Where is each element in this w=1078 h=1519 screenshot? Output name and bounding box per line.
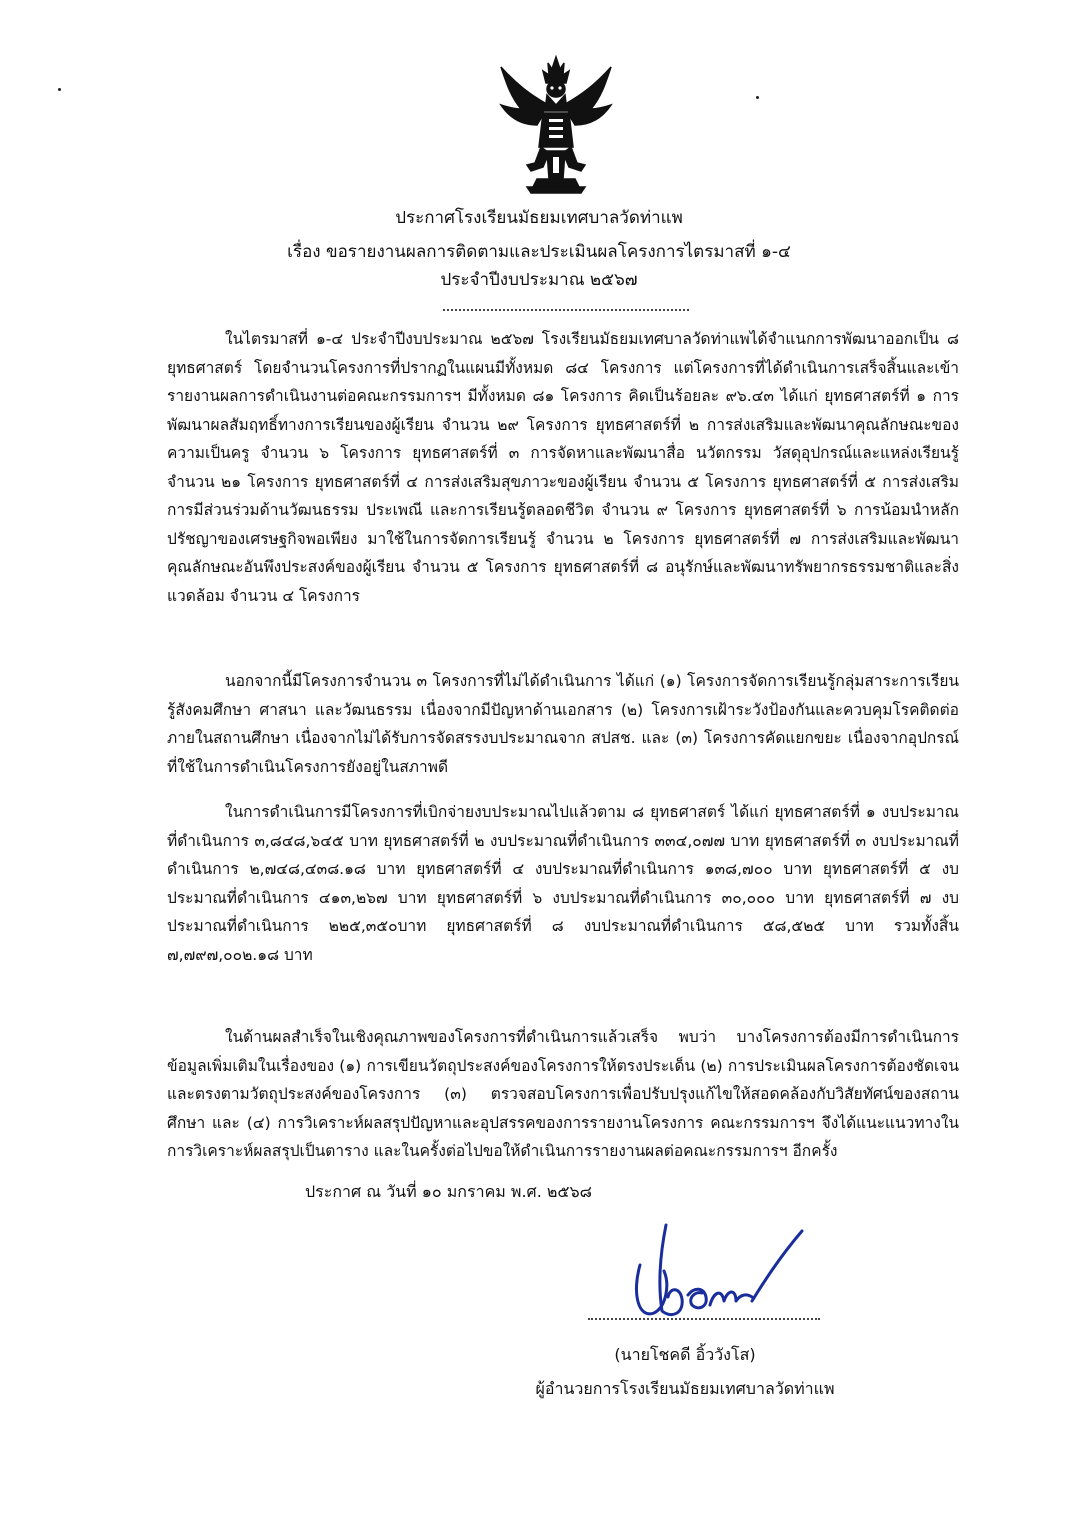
scan-speck [756, 96, 759, 99]
paragraph-unimplemented-projects: นอกจากนี้มีโครงการจำนวน ๓ โครงการที่ไม่ได้ดำเนินการ ได้แก่ (๑) โครงการจัดการเรียนรู้กลุ่มสาระการเรียนรู้สังคมศึกษา ศาสนา และวัฒนธรรม เนื่องจากมีปัญหาด้านเอกสาร (๒) โครงการเฝ้าระวังป้องกันและควบคุมโรคติดต่อภายในสถานศึกษา เนื่องจากไม่ได้รับการจัดสรรงบประมาณจาก สปสช. และ (๓) โครงการคัดแยกขยะ เนื่องจากอุปกรณ์ที่ใช้ในการดำเนินโครงการยังอยู่ในสภาพดี [167, 672, 959, 776]
paragraph-quality-results: ในด้านผลสำเร็จในเชิงคุณภาพของโครงการที่ดำเนินการแล้วเสร็จ พบว่า บางโครงการต้องมีการดำเนินการข้อมูลเพิ่มเติมในเรื่องของ (๑) การเขียนวัตถุประสงค์ของโครงการให้ตรงประเด็น (๒) การประเมินผลโครงการต้องชัดเจนและตรงตามวัตถุประสงค์ของโครงการ (๓) ตรวจสอบโครงการเพื่อปรับปรุงแก้ไขให้สอดคล้องกับวิสัยทัศน์ของสถานศึกษา และ (๔) การวิเคราะห์ผลสรุปปัญหาและอุปสรรคของการรายงานโครงการ คณะกรรมการฯ จึงได้แนะแนวทางในการวิเคราะห์ผลสรุปเป็นตาราง และในครั้งต่อไปขอให้ดำเนินการรายงานผลต่อคณะกรรมการฯ อีกครั้ง [167, 1028, 959, 1160]
announcement-subject: เรื่อง ขอรายงานผลการติดตามและประเมินผลโครงการไตรมาสที่ ๑-๔ [287, 242, 791, 262]
signer-name: (นายโชคดี อิ้ววังโส) [614, 1345, 756, 1364]
scan-speck [58, 88, 61, 91]
signature-line [588, 1318, 820, 1320]
paragraph-budget-disbursement: ในการดำเนินการมีโครงการที่เบิกจ่ายงบประมาณไปแล้วตาม ๘ ยุทธศาสตร์ ได้แก่ ยุทธศาสตร์ที่ ๑ งบประมาณที่ดำเนินการ ๓,๘๔๘,๖๔๕ บาท ยุทธศาสตร์ที่ ๒ งบประมาณที่ดำเนินการ ๓๓๔,๐๗๗ บาท ยุทธศาสตร์ที่ ๓ งบประมาณที่ดำเนินการ ๒,๗๔๘,๔๓๘.๑๘ บาท ยุทธศาสตร์ที่ ๔ งบประมาณที่ดำเนินการ ๑๓๘,๗๐๐ บาท ยุทธศาสตร์ที่ ๕ งบประมาณที่ดำเนินการ ๔๑๓,๒๖๗ บาท ยุทธศาสตร์ที่ ๖ งบประมาณที่ดำเนินการ ๓๐,๐๐๐ บาท ยุทธศาสตร์ที่ ๗ งบประมาณที่ดำเนินการ ๒๒๕,๓๕๐บาท ยุทธศาสตร์ที่ ๘ งบประมาณที่ดำเนินการ ๕๘,๕๒๕ บาท รวมทั้งสิ้น ๗,๗๙๗,๐๐๒.๑๘ บาท [167, 803, 959, 964]
handwritten-signature-icon [628, 1215, 813, 1330]
paragraph-strategies-summary: ในไตรมาสที่ ๑-๔ ประจำปีงบประมาณ ๒๕๖๗ โรงเรียนมัธยมเทศบาลวัดท่าแพได้จำแนกการพัฒนาออกเป็น ๘ ยุทธศาสตร์ โดยจำนวนโครงการที่ปรากฏในแผนมีทั้งหมด ๘๔ โครงการ แต่โครงการที่ได้ดำเนินการเสร็จสิ้นและเข้ารายงานผลการดำเนินงานต่อคณะกรรมการฯ มีทั้งหมด ๘๑ โครงการ คิดเป็นร้อยละ ๙๖.๔๓ ได้แก่ ยุทธศาสตร์ที่ ๑ การพัฒนาผลสัมฤทธิ์ทางการเรียนของผู้เรียน จำนวน ๒๙ โครงการ ยุทธศาสตร์ที่ ๒ การส่งเสริมและพัฒนาคุณลักษณะของความเป็นครู จำนวน ๖ โครงการ ยุทธศาสตร์ที่ ๓ การจัดหาและพัฒนาสื่อ นวัตกรรม วัสดุอุปกรณ์และแหล่งเรียนรู้ จำนวน ๒๑ โครงการ ยุทธศาสตร์ที่ ๔ การส่งเสริมสุขภาวะของผู้เรียน จำนวน ๕ โครงการ ยุทธศาสตร์ที่ ๕ การส่งเสริมการมีส่วนร่วมด้านวัฒนธรรม ประเพณี และการเรียนรู้ตลอดชีวิต จำนวน ๙ โครงการ ยุทธศาสตร์ที่ ๖ การน้อมนำหลักปรัชญาของเศรษฐกิจพอเพียง มาใช้ในการจัดการเรียนรู้ จำนวน ๒ โครงการ ยุทธศาสตร์ที่ ๗ การส่งเสริมและพัฒนาคุณลักษณะอันพึงประสงค์ของผู้เรียน จำนวน ๕ โครงการ ยุทธศาสตร์ที่ ๘ อนุรักษ์และพัฒนาทรัพยากรธรรมชาติและสิ่งแวดล้อม จำนวน ๔ โครงการ [167, 330, 959, 605]
garuda-emblem-icon [497, 55, 615, 195]
announcement-fiscal-year: ประจำปีงบประมาณ ๒๕๖๗ [440, 270, 638, 290]
signer-title: ผู้อำนวยการโรงเรียนมัธยมเทศบาลวัดท่าแพ [535, 1379, 835, 1398]
announcement-title: ประกาศโรงเรียนมัธยมเทศบาลวัดท่าแพ [395, 208, 683, 228]
header-divider [443, 309, 689, 311]
announcement-date: ประกาศ ณ วันที่ ๑๐ มกราคม พ.ศ. ๒๕๖๘ [305, 1182, 593, 1201]
